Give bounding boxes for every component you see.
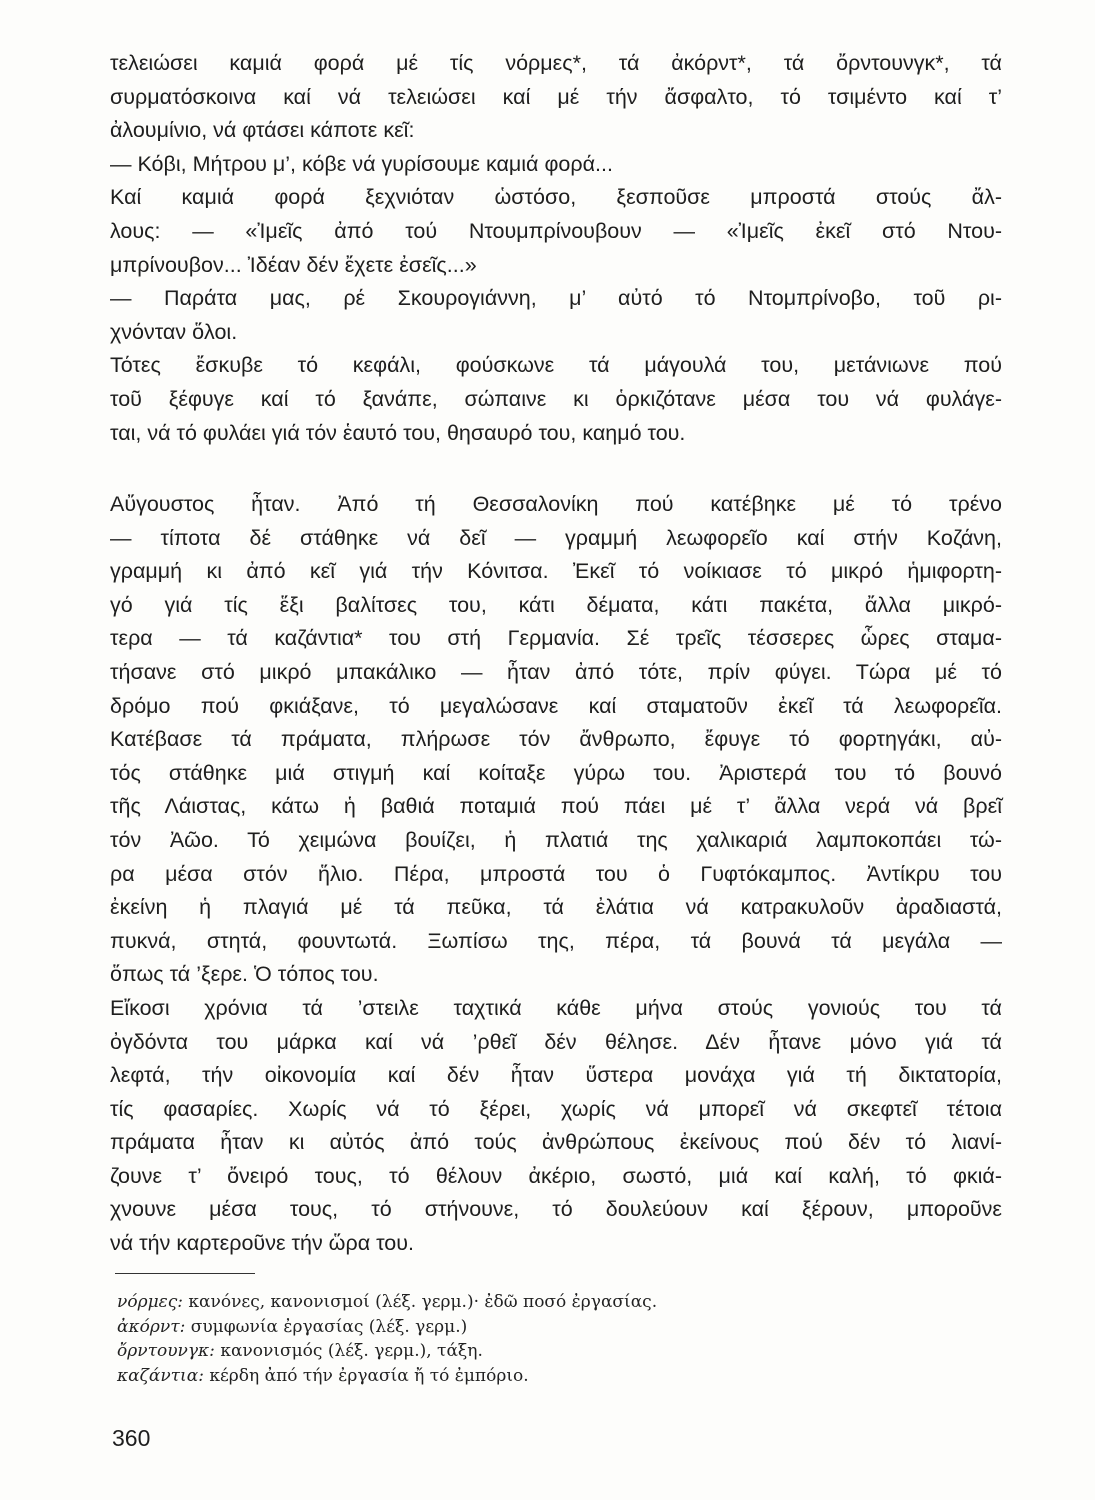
text-line: πυκνά, στητά, φουντωτά. Ξωπίσω της, πέρα, τά βουνά τά μεγάλα — — [110, 928, 1002, 953]
text-line: συρματόσκοινα καί νά τελειώσει καί μέ τήν ἄσφαλτο, τό τσιμέντο καί τ’ — [110, 84, 1002, 109]
text-line: γραμμή κι ἀπό κεῖ γιά τήν Κόνιτσα. Ἐκεῖ τό νοίκιασε τό μικρό ἡμιφορτη- — [110, 559, 1002, 584]
text-line: τερα — τά καζάντια* του στή Γερμανία. Σέ τρεῖς τέσσερες ὧρες σταμα- — [110, 626, 1002, 651]
text-line: πράματα ἦταν κι αὐτός ἀπό τούς ἀνθρώπους ἐκείνους πού δέν τό λιανί- — [110, 1130, 1002, 1155]
footnote-term: νόρμες: — [117, 1292, 183, 1312]
text-line: ἀλουμίνιο, νά φτάσει κάποτε κεῖ: — [110, 118, 415, 143]
text-line: χνουνε μέσα τους, τό στήνουνε, τό δουλεύουν καί ξέρουν, μποροῦνε — [110, 1197, 1002, 1222]
footnote — [117, 1290, 997, 1315]
text-line: — τίποτα δέ στάθηκε νά δεῖ — γραμμή λεωφορεῖο καί στήν Κοζάνη, — [110, 525, 1002, 550]
text-line: Αὔγουστος ἦταν. Ἀπό τή Θεσσαλονίκη πού κατέβηκε μέ τό τρένο — [110, 492, 1002, 516]
text-line: ζουνε τ’ ὄνειρό τους, τό θέλουν ἀκέριο, σωστό, μιά καί καλή, τό φκιά- — [110, 1163, 1002, 1188]
text-line: δρόμο πού φκιάξανε, τό μεγαλώσανε καί σταματοῦν ἐκεῖ τά λεωφορεῖα. — [110, 693, 1002, 718]
footnote-definition: κανονισμός (λέξ. γερμ.), τάξη. — [214, 1341, 483, 1362]
text-line: μπρίνουβον... Ἰδέαν δέν ἔχετε ἐσεῖς...» — [110, 252, 477, 277]
text-line: χνόνταν ὅλοι. — [110, 319, 238, 344]
text-line: τόν Ἀῶο. Τό χειμώνα βουίζει, ἡ πλατιά της χαλικαριά λαμποκοπάει τώ- — [110, 827, 1002, 852]
text-line: Καί καμιά φορά ξεχνιόταν ὡστόσο, ξεσποῦσε μπροστά στούς ἄλ- — [110, 185, 1002, 210]
text-line: τήσανε στό μικρό μπακάλικο — ἦταν ἀπό τότε, πρίν φύγει. Τώρα μέ τό — [110, 659, 1002, 684]
page-number: 360 — [112, 1425, 151, 1451]
paragraph-block-1 — [110, 47, 1002, 450]
text-line: τελειώσει καμιά φορά μέ τίς νόρμες*, τά ἀκόρντ*, τά ὄρντουνγκ*, τά — [110, 51, 1002, 75]
text-line: — Παράτα μας, ρέ Σκουρογιάννη, μ’ αὐτό τό Ντομπρίνοβο, τοῦ ρι- — [110, 286, 1002, 311]
text-line: νά τήν καρτεροῦνε τήν ὥρα του. — [110, 1231, 414, 1256]
text-line: λους: — «Ἰμεῖς ἀπό τού Ντουμπρίνουβουν — «Ἰμεῖς ἐκεῖ στό Ντου- — [110, 218, 1002, 243]
footnote — [117, 1364, 997, 1389]
text-line: Κατέβασε τά πράματα, πλήρωσε τόν ἄνθρωπο, ἔφυγε τό φορτηγάκι, αὐ- — [110, 727, 1002, 752]
text-line: ται, νά τό φυλάει γιά τόν ἑαυτό του, θησαυρό του, καημό του. — [110, 420, 686, 445]
text-line: τίς φασαρίες. Χωρίς νά τό ξέρει, χωρίς νά μπορεῖ νά σκεφτεῖ τέτοια — [110, 1096, 1002, 1121]
text-line: ἐκείνη ἡ πλαγιά μέ τά πεῦκα, τά ἐλάτια νά κατρακυλοῦν ἀραδιαστά, — [110, 895, 1002, 920]
footnote-definition: συμφωνία ἐργασίας (λέξ. γερμ.) — [185, 1316, 468, 1337]
footnote-definition: κέρδη ἀπό τήν ἐργασία ἤ τό ἐμπόριο. — [203, 1366, 529, 1387]
text-line: λεφτά, τήν οἰκονομία καί δέν ἦταν ὕστερα μονάχα γιά τή δικτατορία, — [110, 1063, 1002, 1088]
text-line: Εἴκοσι χρόνια τά ’στειλε ταχτικά κάθε μήνα στούς γονιούς του τά — [110, 995, 1002, 1020]
text-line: ὀγδόντα του μάρκα καί νά ’ρθεῖ δέν θέλησε. Δέν ἦτανε μόνο γιά τά — [110, 1029, 1002, 1054]
paragraph-block-2 — [110, 488, 1002, 1261]
footnote-definition: κανόνες, κανονισμοί (λέξ. γερμ.)· ἐδῶ ποσό ἐργασίας. — [182, 1292, 658, 1312]
footnote-term: ὄρντουνγκ: — [117, 1341, 215, 1362]
text-line: τῆς Λάιστας, κάτω ἡ βαθιά ποταμιά πού πάει μέ τ’ ἄλλα νερά νά βρεῖ — [110, 794, 1002, 819]
footnote — [117, 1315, 997, 1340]
text-line: τοῦ ξέφυγε καί τό ξανάπε, σώπαινε κι ὁρκιζότανε μέσα του νά φυλάγε- — [110, 386, 1002, 411]
text-line: — Κόβι, Μήτρου μ’, κόβε νά γυρίσουμε καμιά φορά... — [110, 151, 613, 176]
text-line: ρα μέσα στόν ἥλιο. Πέρα, μπροστά του ὁ Γυφτόκαμπος. Ἀντίκρυ του — [110, 861, 1002, 886]
footnote-term: καζάντια: — [117, 1366, 204, 1387]
text-line: ὅπως τά ’ξερε. Ὁ τόπος του. — [110, 962, 379, 987]
footnote-divider — [115, 1273, 255, 1274]
footnote-term: ἀκόρντ: — [117, 1316, 186, 1337]
text-line: γό γιά τίς ἕξι βαλίτσες του, κάτι δέματα, κάτι πακέτα, ἄλλα μικρό- — [110, 592, 1002, 617]
text-line: τός στάθηκε μιά στιγμή καί κοίταξε γύρω του. Ἀριστερά του τό βουνό — [110, 760, 1002, 785]
footnotes — [117, 1290, 997, 1389]
footnote — [117, 1339, 997, 1364]
text-line: Τότες ἔσκυβε τό κεφάλι, φούσκωνε τά μάγουλά του, μετάνιωνε πού — [110, 353, 1002, 378]
